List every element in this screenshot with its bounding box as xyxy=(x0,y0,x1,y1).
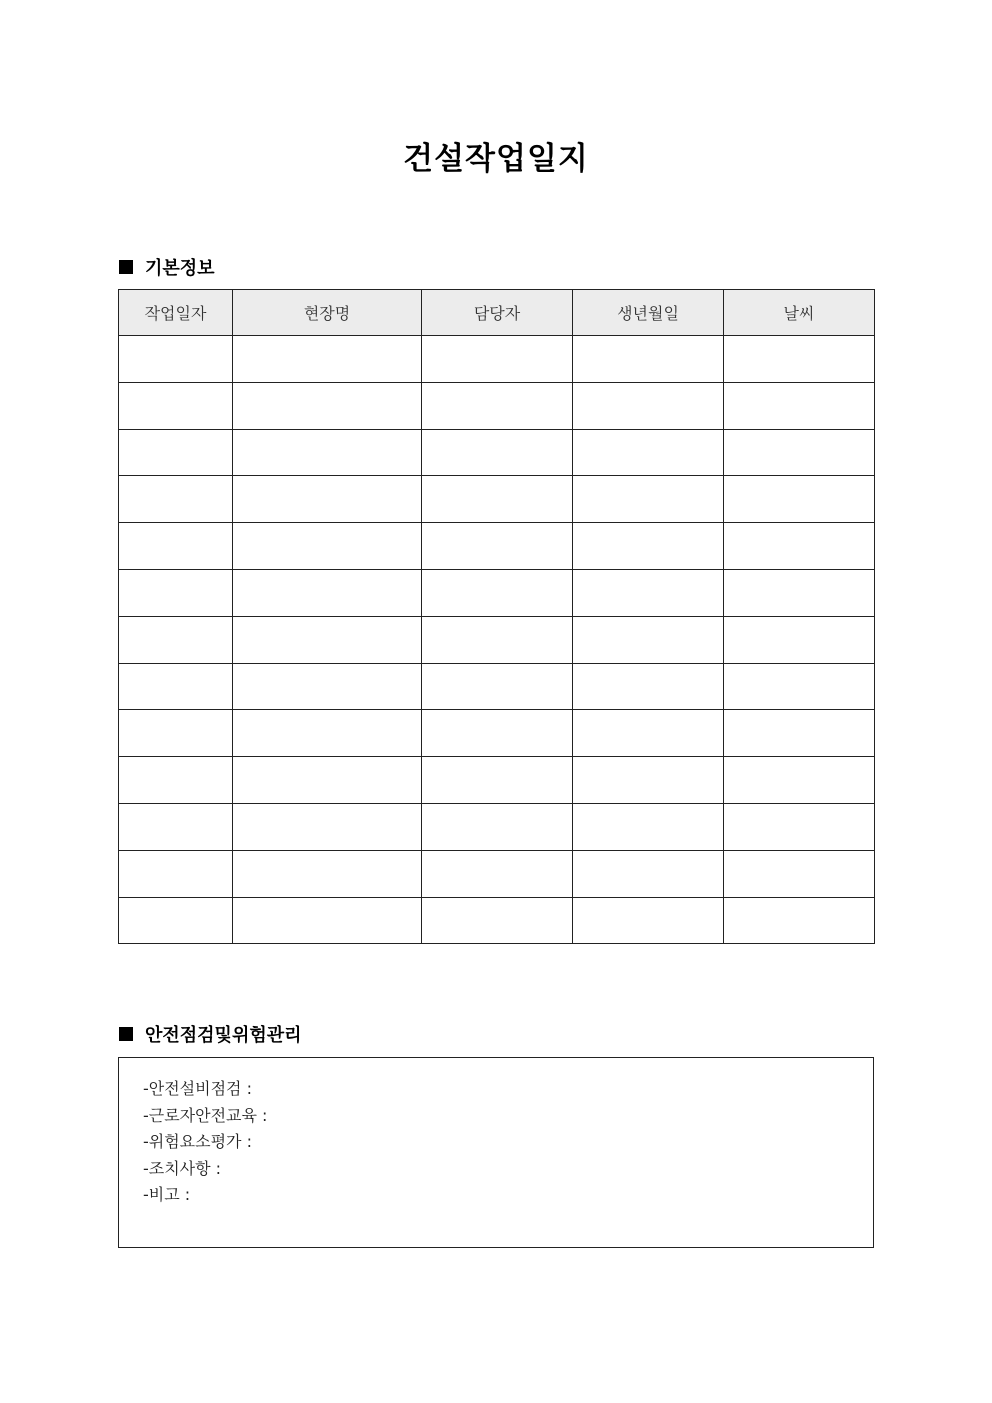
cell-work-date[interactable] xyxy=(119,429,233,476)
cell-manager[interactable] xyxy=(422,850,573,897)
column-header-site-name: 현장명 xyxy=(233,290,422,336)
cell-weather[interactable] xyxy=(724,382,875,429)
cell-weather[interactable] xyxy=(724,850,875,897)
cell-site-name[interactable] xyxy=(233,336,422,383)
table-row xyxy=(119,616,875,663)
cell-work-date[interactable] xyxy=(119,897,233,944)
cell-birthdate[interactable] xyxy=(573,336,724,383)
cell-manager[interactable] xyxy=(422,569,573,616)
cell-manager[interactable] xyxy=(422,710,573,757)
cell-site-name[interactable] xyxy=(233,476,422,523)
table-row xyxy=(119,429,875,476)
cell-work-date[interactable] xyxy=(119,803,233,850)
cell-manager[interactable] xyxy=(422,897,573,944)
cell-birthdate[interactable] xyxy=(573,663,724,710)
table-row xyxy=(119,523,875,570)
square-bullet-icon xyxy=(119,1027,133,1041)
safety-notes-box[interactable] xyxy=(118,1057,874,1248)
cell-weather[interactable] xyxy=(724,476,875,523)
table-row xyxy=(119,757,875,804)
table-row xyxy=(119,710,875,757)
cell-weather[interactable] xyxy=(724,757,875,804)
table-row xyxy=(119,897,875,944)
cell-manager[interactable] xyxy=(422,382,573,429)
table-header-row xyxy=(119,290,875,336)
section-heading-basic-info xyxy=(119,254,215,280)
cell-weather[interactable] xyxy=(724,616,875,663)
column-header-work-date: 작업일자 xyxy=(119,290,233,336)
cell-birthdate[interactable] xyxy=(573,569,724,616)
safety-item-actions: -조치사항 : xyxy=(143,1158,222,1178)
cell-birthdate[interactable] xyxy=(573,523,724,570)
cell-work-date[interactable] xyxy=(119,663,233,710)
cell-work-date[interactable] xyxy=(119,336,233,383)
cell-birthdate[interactable] xyxy=(573,429,724,476)
cell-site-name[interactable] xyxy=(233,710,422,757)
table-row xyxy=(119,850,875,897)
cell-work-date[interactable] xyxy=(119,710,233,757)
cell-weather[interactable] xyxy=(724,897,875,944)
column-header-birthdate: 생년월일 xyxy=(573,290,724,336)
section-heading-label: 안전점검및위험관리 xyxy=(145,1025,302,1046)
cell-weather[interactable] xyxy=(724,569,875,616)
square-bullet-icon xyxy=(119,260,133,274)
table-row xyxy=(119,803,875,850)
cell-site-name[interactable] xyxy=(233,663,422,710)
cell-birthdate[interactable] xyxy=(573,476,724,523)
section-heading-label: 기본정보 xyxy=(145,258,215,279)
cell-work-date[interactable] xyxy=(119,523,233,570)
cell-weather[interactable] xyxy=(724,803,875,850)
cell-birthdate[interactable] xyxy=(573,850,724,897)
cell-work-date[interactable] xyxy=(119,757,233,804)
cell-manager[interactable] xyxy=(422,663,573,710)
cell-site-name[interactable] xyxy=(233,850,422,897)
column-header-weather: 날씨 xyxy=(724,290,875,336)
cell-manager[interactable] xyxy=(422,757,573,804)
cell-manager[interactable] xyxy=(422,476,573,523)
cell-manager[interactable] xyxy=(422,429,573,476)
cell-site-name[interactable] xyxy=(233,382,422,429)
cell-birthdate[interactable] xyxy=(573,803,724,850)
document-title: 건설작업일지 xyxy=(403,141,589,177)
cell-work-date[interactable] xyxy=(119,616,233,663)
cell-weather[interactable] xyxy=(724,710,875,757)
safety-item-equipment-check: -안전설비점검 : xyxy=(143,1079,252,1098)
cell-site-name[interactable] xyxy=(233,757,422,804)
cell-birthdate[interactable] xyxy=(573,710,724,757)
cell-site-name[interactable] xyxy=(233,803,422,850)
cell-work-date[interactable] xyxy=(119,476,233,523)
table-row xyxy=(119,382,875,429)
cell-birthdate[interactable] xyxy=(573,616,724,663)
cell-manager[interactable] xyxy=(422,336,573,383)
cell-weather[interactable] xyxy=(724,429,875,476)
section-heading-safety xyxy=(119,1021,302,1047)
cell-site-name[interactable] xyxy=(233,569,422,616)
cell-work-date[interactable] xyxy=(119,382,233,429)
safety-checklist xyxy=(143,1078,267,1211)
safety-item-worker-training: -근로자안전교육 : xyxy=(143,1105,268,1125)
cell-site-name[interactable] xyxy=(233,897,422,944)
cell-weather[interactable] xyxy=(724,336,875,383)
cell-manager[interactable] xyxy=(422,616,573,663)
cell-work-date[interactable] xyxy=(119,850,233,897)
cell-manager[interactable] xyxy=(422,523,573,570)
cell-birthdate[interactable] xyxy=(573,897,724,944)
cell-weather[interactable] xyxy=(724,663,875,710)
table-row xyxy=(119,336,875,383)
cell-birthdate[interactable] xyxy=(573,757,724,804)
safety-item-remarks: -비고 : xyxy=(143,1185,191,1204)
cell-weather[interactable] xyxy=(724,523,875,570)
basic-info-table xyxy=(118,289,875,944)
cell-manager[interactable] xyxy=(422,803,573,850)
table-row xyxy=(119,476,875,523)
safety-item-risk-assessment: -위험요소평가 : xyxy=(143,1132,252,1151)
cell-work-date[interactable] xyxy=(119,569,233,616)
table-row xyxy=(119,663,875,710)
cell-site-name[interactable] xyxy=(233,523,422,570)
cell-site-name[interactable] xyxy=(233,429,422,476)
column-header-manager: 담당자 xyxy=(422,290,573,336)
cell-birthdate[interactable] xyxy=(573,382,724,429)
cell-site-name[interactable] xyxy=(233,616,422,663)
table-row xyxy=(119,569,875,616)
